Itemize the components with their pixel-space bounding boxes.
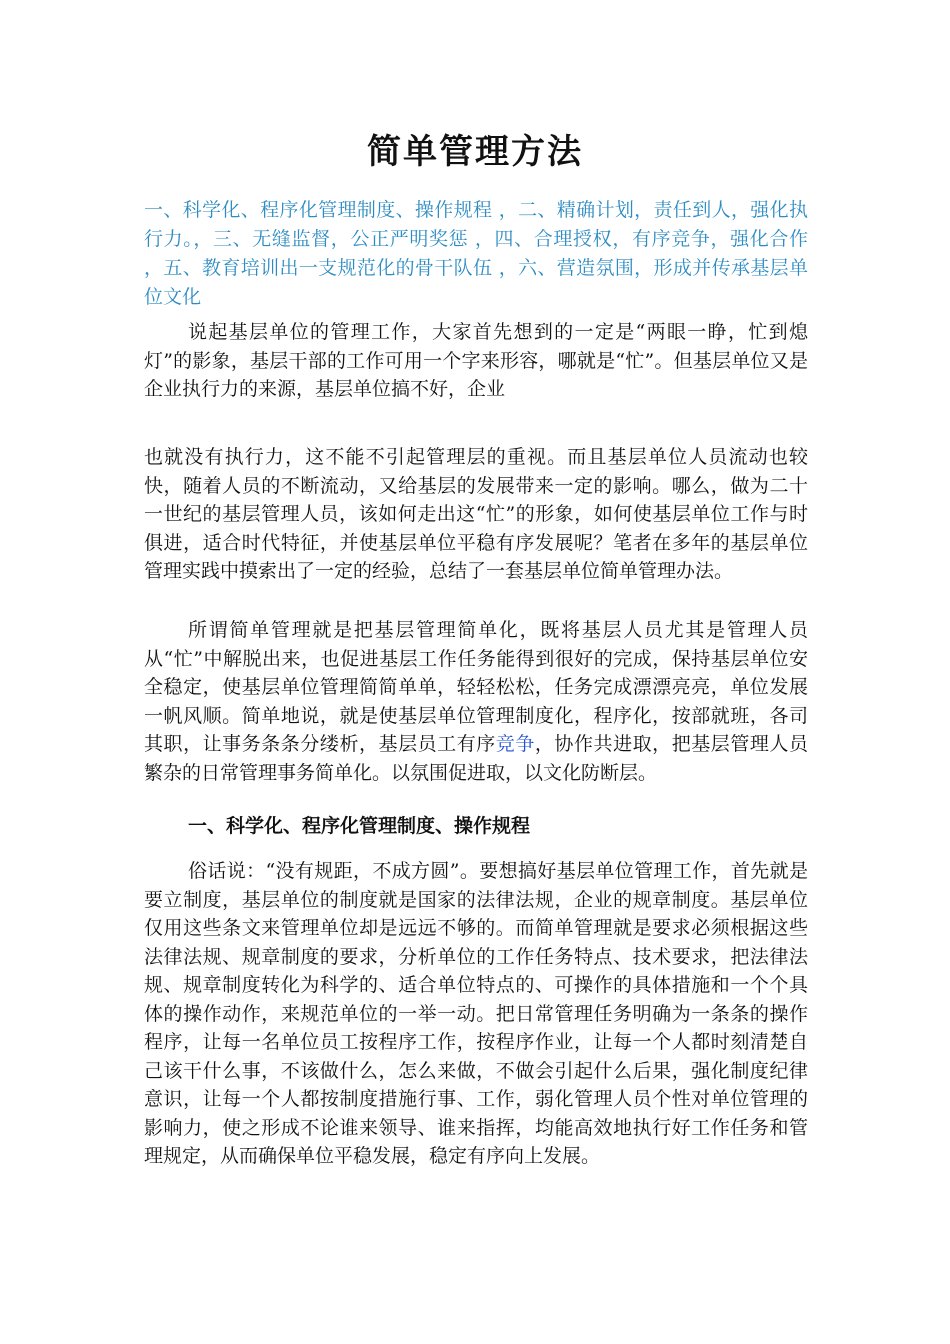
section-heading-1: 一、科学化、程序化管理制度、操作规程 (188, 815, 531, 837)
paragraph-simple-management (144, 616, 808, 787)
competition-link[interactable]: 竞争 (495, 733, 535, 755)
paragraph-text-before-link: 所谓简单管理就是把基层管理简单化，既将基层人员尤其是管理人员从“忙”中解脱出来，也促进基层工作任务能得到很好的完成，保持基层单位安全稳定，使基层单位管理简简单单，轻轻松松，任务完成漂漂亮亮，单位发展一帆风顺。简单地说，就是使基层单位管理制度化，程序化，按部就班，各司其职，让事务条条分缕析，基层员工有序 (144, 619, 808, 755)
paragraph-text-after-link: ，协作共进取，把基层管理人员繁杂的日常管理事务简单化。以氛围促进取，以文化防断层。 (144, 733, 808, 784)
paragraph-intro-1: 说起基层单位的管理工作，大家首先想到的一定是“两眼一睁，忙到熄灯”的影象，基层干部的工作可用一个字来形容，哪就是“忙”。但基层单位又是企业执行力的来源，基层单位搞不好，企业 (144, 321, 808, 400)
paragraph-intro-2: 也就没有执行力，这不能不引起管理层的重视。而且基层单位人员流动也较快，随着人员的不断流动，又给基层的发展带来一定的影响。哪么，做为二十一世纪的基层管理人员，该如何走出这“忙”的形象，如何使基层单位工作与时俱进，适合时代特征，并使基层单位平稳有序发展呢？笔者在多年的基层单位管理实践中摸索出了一定的经验，总结了一套基层单位简单管理办法。 (144, 446, 808, 582)
document-summary: 一、科学化、程序化管理制度、操作规程 ，二、精确计划，责任到人，强化执行力。，三、无缝监督，公正严明奖惩 ，四、合理授权，有序竞争，强化合作 ，五、教育培训出一支规范化的骨干队伍 ，六、营造氛围，形成并传承基层单位文化 (144, 199, 808, 308)
paragraph-rules: 俗话说：“没有规距，不成方圆”。要想搞好基层单位管理工作，首先就是要立制度，基层单位的制度就是国家的法律法规，企业的规章制度。基层单位仅用这些条文来管理单位却是远远不够的。而简单管理就是要求必须根据这些法律法规、规章制度的要求，分析单位的工作任务特点、技术要求，把法律法规、规章制度转化为科学的、适合单位特点的、可操作的具体措施和一个个具体的操作动作，来规范单位的一举一动。把日常管理任务明确为一条条的操作程序，让每一名单位员工按程序工作，按程序作业，让每一个人都时刻清楚自己该干什么事，不该做什么，怎么来做，不做会引起什么后果，强化制度纪律意识，让每一个人都按制度措施行事、工作，弱化管理人员个性对单位管理的影响力，使之形成不论谁来领导、谁来指挥，均能高效地执行好工作任务和管理规定，从而确保单位平稳发展，稳定有序向上发展。 (144, 860, 808, 1167)
document-title: 简单管理方法 (367, 132, 583, 172)
